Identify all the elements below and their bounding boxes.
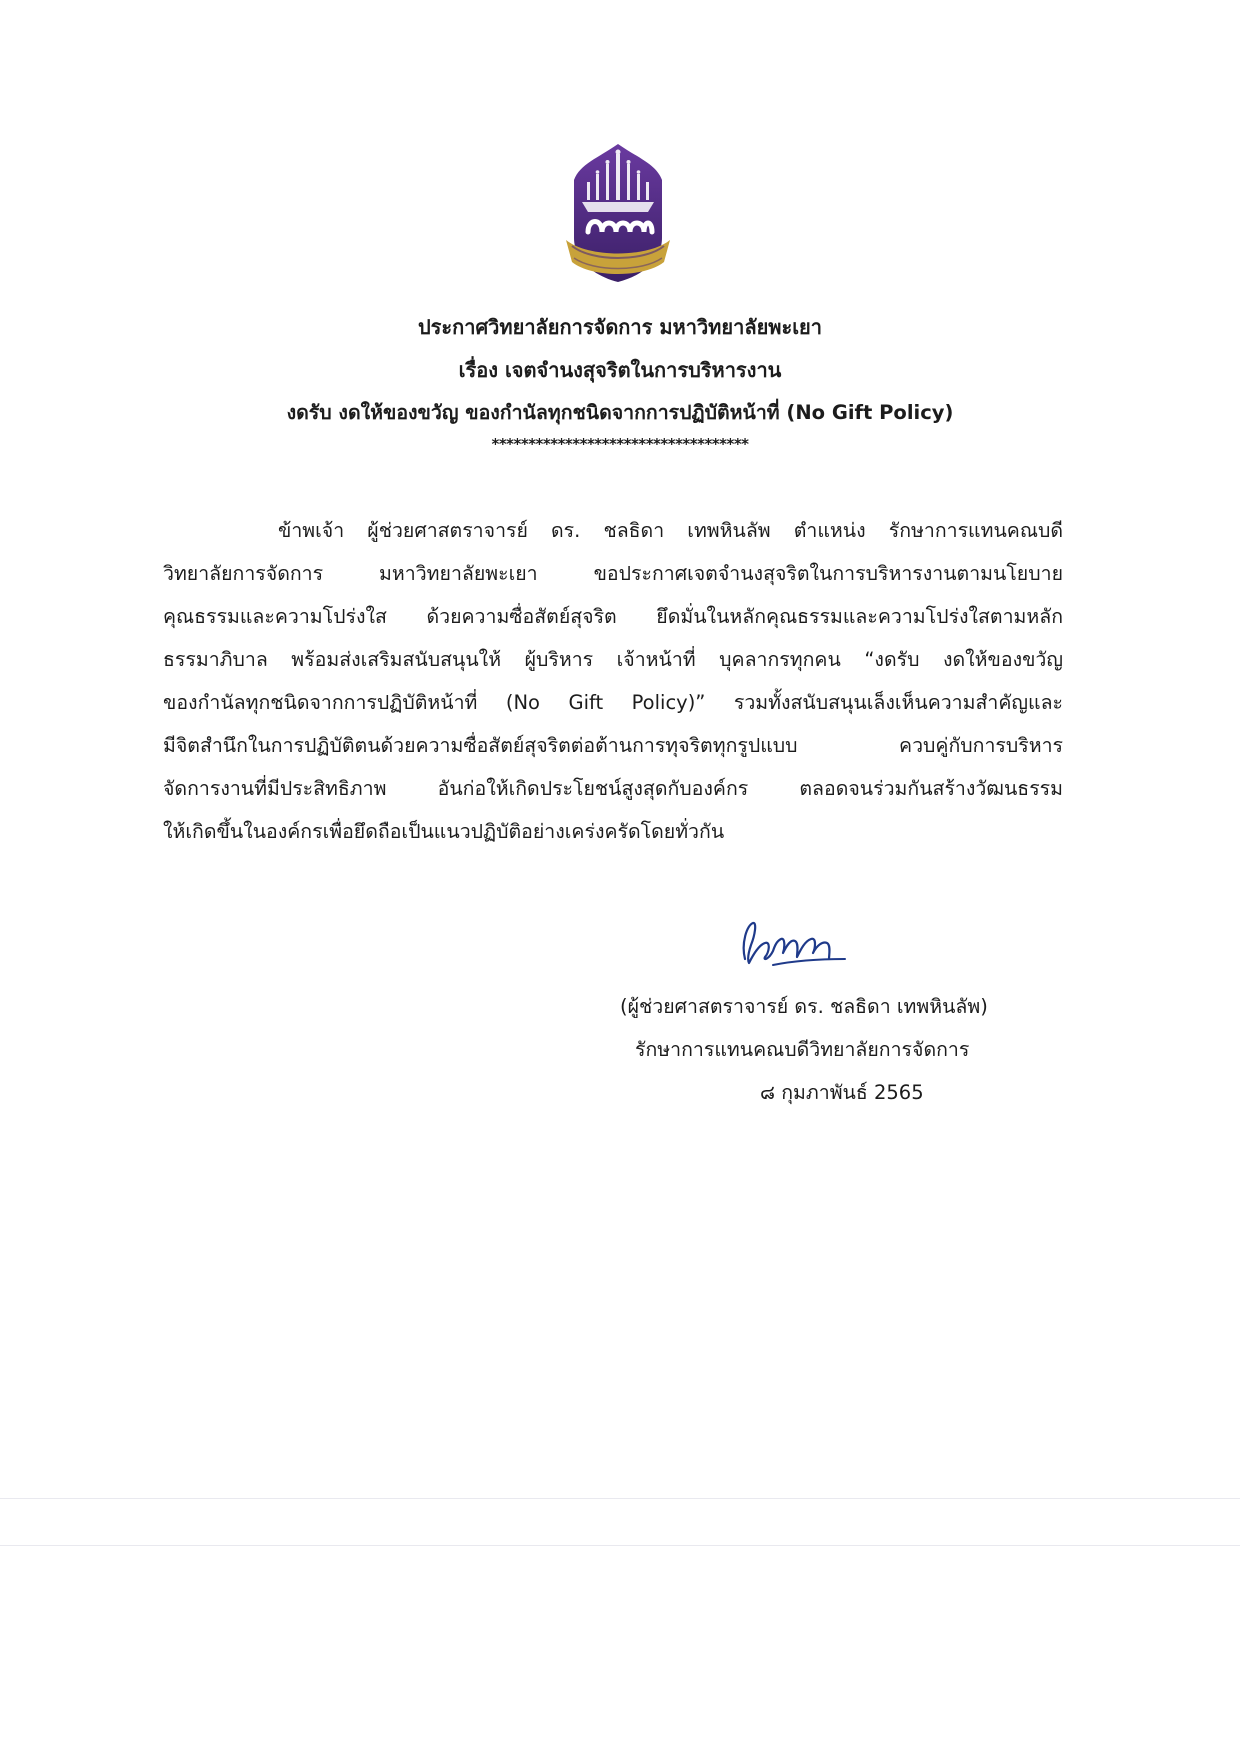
announcement-issuer: ประกาศวิทยาลัยการจัดการ มหาวิทยาลัยพะเยา: [417, 315, 823, 339]
signatory-name: (ผู้ช่วยศาสตราจารย์ ดร. ชลธิดา เทพหินลัพ): [620, 995, 988, 1018]
university-logo: [558, 140, 678, 290]
body-line: คุณธรรมและความโปร่งใส ด้วยความซื่อสัตย์สุจริต ยึดมั่นในหลักคุณธรรมและความโปร่งใสตามหลัก: [163, 605, 1063, 628]
announcement-policy-title: งดรับ งดให้ของขวัญ ของกำนัลทุกชนิดจากการปฏิบัติหน้าที่ (No Gift Policy): [286, 401, 954, 424]
logo-spires: [587, 150, 649, 201]
body-line: มีจิตสำนึกในการปฏิบัติตนด้วยความซื่อสัตย์สุจริตต่อต้านการทุจริตทุกรูปแบบ ควบคู่กับการบริหาร: [163, 734, 1063, 757]
body-line: จัดการงานที่มีประสิทธิภาพ อันก่อให้เกิดประโยชน์สูงสุดกับองค์กร ตลอดจนร่วมกันสร้างวัฒนธรรม: [163, 777, 1063, 800]
body-line: ข้าพเจ้า ผู้ช่วยศาสตราจารย์ ดร. ชลธิดา เทพหินลัพ ตำแหน่ง รักษาการแทนคณบดี: [278, 519, 1063, 542]
signatory-position: รักษาการแทนคณบดีวิทยาลัยการจัดการ: [635, 1038, 970, 1061]
scan-artifact-line: [0, 1545, 1240, 1546]
body-line: วิทยาลัยการจัดการ มหาวิทยาลัยพะเยา ขอประกาศเจตจำนงสุจริตในการบริหารงานตามนโยบาย: [163, 562, 1063, 585]
header-divider: ***********************************: [491, 435, 749, 453]
body-line: ของกำนัลทุกชนิดจากการปฏิบัติหน้าที่ (No Gift Policy)” รวมทั้งสนับสนุนเล็งเห็นความสำคัญและ: [163, 691, 1063, 714]
signature-block: [560, 985, 1080, 1114]
scan-artifact-line: [0, 1498, 1240, 1499]
announcement-date: ๘ กุมภาพันธ์ 2565: [760, 1081, 924, 1104]
announcement-body: [163, 509, 1063, 853]
body-line: ธรรมาภิบาล พร้อมส่งเสริมสนับสนุนให้ ผู้บริหาร เจ้าหน้าที่ บุคลากรทุกคน “งดรับ งดให้ของขวัญ: [163, 648, 1063, 671]
body-line: ให้เกิดขึ้นในองค์กรเพื่อยึดถือเป็นแนวปฏิบัติอย่างเคร่งครัดโดยทั่วกัน: [163, 820, 725, 843]
handwritten-signature: [733, 915, 853, 973]
announcement-subject: เรื่อง เจตจำนงสุจริตในการบริหารงาน: [458, 358, 782, 382]
announcement-header: [0, 312, 1240, 453]
